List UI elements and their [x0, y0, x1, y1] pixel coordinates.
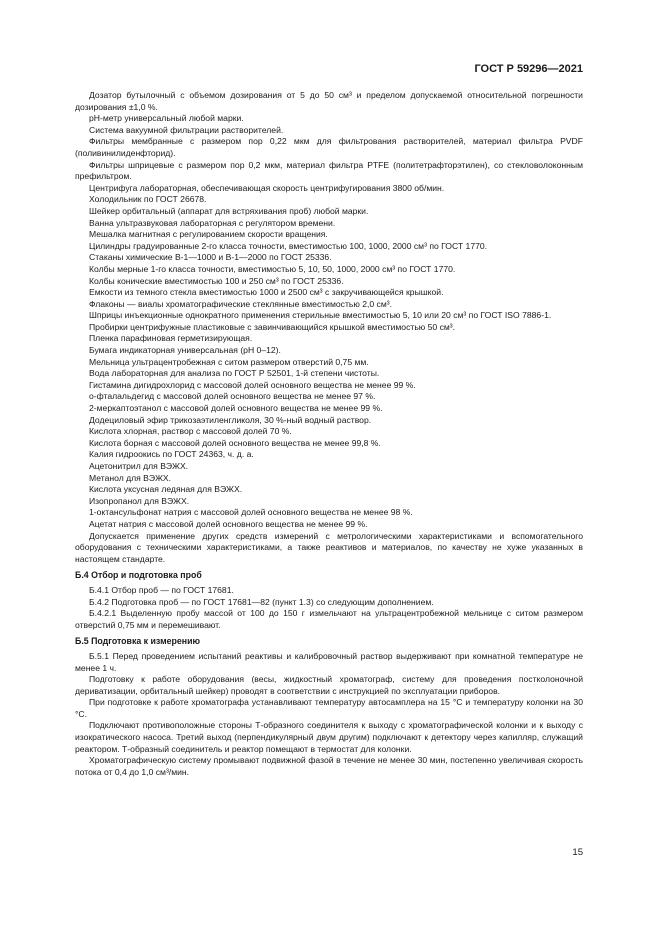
paragraph: Б.4.1 Отбор проб — по ГОСТ 17681.: [89, 584, 234, 595]
list-item: Метанол для ВЭЖХ.: [89, 472, 172, 483]
list-item: Кислота борная с массовой долей основного вещества не менее 99,8 %.: [89, 437, 381, 448]
list-item: Центрифуга лабораторная, обеспечивающая скорость центрифугирования 3800 об/мин.: [89, 182, 445, 193]
list-item: Допускается применение других средств измерений с метрологическими характеристиками и вспомогательного оборудования с техническими характеристиками, а также реактивов и материалов, по качеству не хуже указанных в настоящем стандарте.: [75, 530, 583, 564]
list-item: Шейкер орбитальный (аппарат для встряхивания проб) любой марки.: [89, 205, 369, 216]
list-item: 1-октансульфонат натрия с массовой долей основного вещества не менее 98 %.: [89, 507, 413, 518]
list-item: Додециловый эфир трикозаэтиленгликоля, 30 %-ный водный раствор.: [89, 414, 372, 425]
document-body: [75, 90, 583, 778]
list-item: рН-метр универсальный любой марки.: [89, 113, 244, 124]
list-item: Холодильник по ГОСТ 26678.: [89, 194, 207, 205]
paragraph: Подключают противоположные стороны Т-образного соединителя к выходу с хроматографической колонки и к выходу с изократического насоса. Третий выход (перпендикулярный двум другим) подключают к детектору через капилляр, служащий реактором. Т-образный соединитель и реактор помещают в термостат для колонки.: [75, 720, 583, 754]
list-item: Фильтры шприцевые с размером пор 0,2 мкм, материал фильтра PTFE (политетрафторэтилен), со стекловолоконным префильтром.: [75, 159, 583, 182]
section-title: Б.4 Отбор и подготовка проб: [75, 570, 202, 581]
list-item: Пробирки центрифужные пластиковые с завинчивающийся крышкой вместимостью 50 см³.: [89, 321, 456, 332]
list-item: Колбы мерные 1-го класса точности, вместимостью 5, 10, 50, 1000, 2000 см³ по ГОСТ 1770.: [89, 263, 456, 274]
paragraph: Б.5.1 Перед проведением испытаний реактивы и калибровочный раствор выдерживают при комнатной температуре не менее 1 ч.: [75, 650, 583, 673]
list-item: Кислота хлорная, раствор с массовой долей 70 %.: [89, 426, 292, 437]
list-item: Ацетонитрил для ВЭЖХ.: [89, 461, 189, 471]
list-item: Гистамина дигидрохлорид с массовой долей основного вещества не менее 99 %.: [89, 379, 416, 390]
list-item: 2-меркаптоэтанол с массовой долей основного вещества не менее 99 %.: [89, 403, 383, 414]
list-item: Фильтры мембранные с размером пор 0,22 мкм для фильтрования растворителей, материал фильтра PVDF (поливинилиденфторид).: [75, 136, 583, 158]
paragraph: Б.4.2 Подготовка проб — по ГОСТ 17681—82 (пункт 1.3) со следующим дополнением.: [89, 596, 434, 607]
list-item: Ванна ультразвуковая лабораторная с регулятором времени.: [89, 217, 336, 228]
list-item: Стаканы химические В-1—1000 и В-1—2000 по ГОСТ 25336.: [89, 252, 332, 263]
list-item: Мельница ультрацентробежная с ситом размером отверстий 0,75 мм.: [89, 356, 369, 367]
paragraph: При подготовке к работе хроматографа устанавливают температуру автосамплера на 15 °С и температуру колонки на 30 °С.: [75, 697, 583, 719]
list-item: Цилиндры градуированные 2-го класса точности, вместимостью 100, 1000, 2000 см³ по ГОСТ 1770.: [89, 240, 488, 251]
section-b4: [75, 570, 583, 631]
list-item: Флаконы — виалы хроматографические стеклянные вместимостью 2,0 см³.: [89, 298, 392, 309]
list-item: Ацетат натрия с массовой долей основного вещества не менее 99 %.: [89, 518, 368, 529]
list-item: Пленка парафиновая герметизирующая.: [89, 333, 253, 344]
page-number: 15: [572, 847, 583, 858]
list-item: Вода лабораторная для анализа по ГОСТ Р 52501, 1-й степени чистоты.: [89, 368, 380, 379]
list-item: о-фталальдегид с массовой долей основного вещества не менее 97 %.: [89, 391, 376, 402]
list-item: Кислота уксусная ледяная для ВЭЖХ.: [89, 484, 243, 495]
section-title: Б.5 Подготовка к измерению: [75, 636, 200, 647]
list-item: Колбы конические вместимостью 100 и 250 см³ по ГОСТ 25336.: [89, 275, 344, 286]
list-item: Система вакуумной фильтрации растворителей.: [89, 124, 284, 135]
list-item: Мешалка магнитная с регулированием скорости вращения.: [89, 229, 328, 240]
paragraph: Хроматографическую систему промывают подвижной фазой в течение не менее 30 мин, постепенно увеличивая скорость потока от 0,4 до 1,0 см³/мин.: [75, 755, 583, 777]
document-header: ГОСТ Р 59296—2021: [474, 63, 583, 75]
section-b5: [75, 636, 583, 778]
list-item: Дозатор бутылочный с объемом дозирования от 5 до 50 см³ и пределом допускаемой относительной погрешности дозирования ±1,0 %.: [75, 90, 583, 112]
equipment-list: [75, 90, 583, 565]
paragraph: Б.4.2.1 Выделенную пробу массой от 100 до 150 г измельчают на ультрацентробежной мельнице с ситом размером отверстий 0,75 мм и перемешивают.: [75, 608, 583, 630]
list-item: Изопропанол для ВЭЖХ.: [89, 495, 190, 506]
list-item: Бумага индикаторная универсальная (рН 0–12).: [89, 345, 281, 356]
list-item: Калия гидроокись по ГОСТ 24363, ч. д. а.: [89, 449, 254, 460]
list-item: Емкости из темного стекла вместимостью 1000 и 2500 см³ с закручивающейся крышкой.: [89, 287, 444, 298]
list-item: Шприцы инъекционные однократного применения стерильные вместимостью 5, 10 или 20 см³ по ГОСТ ISO 7886-1.: [89, 310, 552, 321]
paragraph: Подготовку к работе оборудования (весы, жидкостный хроматограф, систему для проведения постколоночной дериватизации, орбитальный шейкер) проводят в соответствии с инструкцией по эксплуатации приборов.: [75, 674, 583, 696]
